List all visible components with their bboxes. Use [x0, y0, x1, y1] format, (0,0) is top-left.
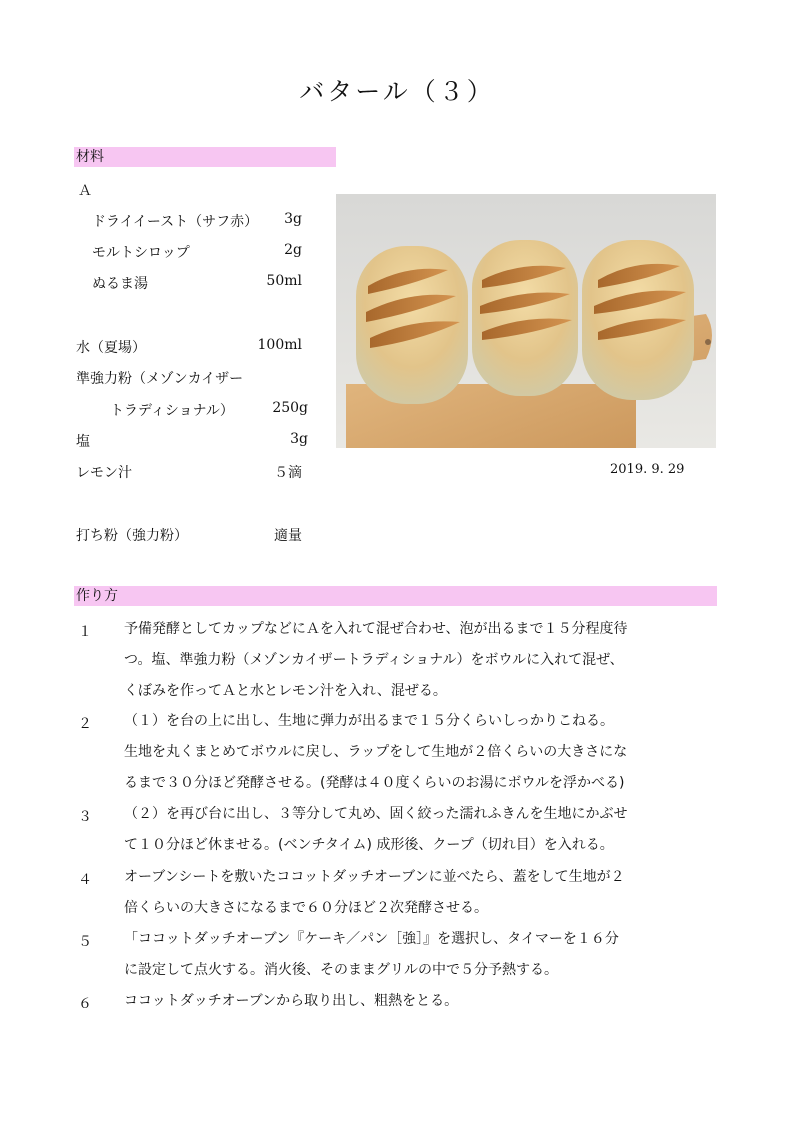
- step-text: 予備発酵としてカップなどにＡを入れて混ぜ合わせ、泡が出るまで１５分程度待 つ。塩、準強力粉（メゾンカイザートラディショナル）をボウルに入れて混ぜ、 くぼみを作ってＡと水とレモン汁を入れ、混ぜる。: [124, 621, 628, 699]
- material-amount: 3g: [290, 431, 308, 447]
- step-text: ココットダッチオーブンから取り出し、粗熱をとる。: [124, 993, 459, 1009]
- bread-photo: [336, 194, 716, 448]
- material-name: ぬるま湯: [92, 276, 148, 292]
- material-name: 打ち粉（強力粉）: [76, 528, 188, 544]
- photo-date: 2019. 9. 29: [610, 462, 685, 477]
- material-name: レモン汁: [76, 465, 132, 481]
- step-number: ３: [78, 809, 92, 825]
- step-number: ５: [78, 934, 92, 950]
- material-amount: 3g: [284, 211, 302, 227]
- step-text: （１）を台の上に出し、生地に弾力が出るまで１５分くらいしっかりこねる。 生地を丸くまとめてボウルに戻し、ラップをして生地が２倍くらいの大きさにな るまで３０分ほど発酵させる。(発酵は４０度くらいのお湯にボウルを浮かべる): [124, 713, 628, 791]
- step-number: ６: [78, 996, 92, 1012]
- material-amount: 100ml: [257, 337, 302, 353]
- material-amount: 250g: [272, 400, 308, 416]
- method-heading: 作り方: [74, 586, 717, 606]
- step-text: オーブンシートを敷いたココットダッチオーブンに並べたら、蓋をして生地が２ 倍くらいの大きさになるまで６０分ほど２次発酵させる。: [124, 869, 625, 916]
- material-name: トラディショナル）: [110, 403, 234, 419]
- step-number: ２: [78, 716, 92, 732]
- page-title: バタール（３）: [299, 77, 495, 106]
- material-amount: ５滴: [274, 465, 302, 481]
- material-name: 塩: [76, 434, 90, 450]
- material-amount: 2g: [284, 242, 302, 258]
- step-number: １: [78, 624, 92, 640]
- group-a-label: Ａ: [78, 183, 92, 199]
- materials-heading: 材料: [74, 147, 336, 167]
- material-name: 水（夏場）: [76, 340, 146, 356]
- step-text: （２）を再び台に出し、３等分して丸め、固く絞った濡れふきんを生地にかぶせ て１０分ほど休ませる。(ベンチタイム) 成形後、クープ（切れ目）を入れる。: [124, 806, 628, 853]
- step-text: 「ココットダッチオーブン『ケーキ／パン［強］』を選択し、タイマーを１６分 に設定して点火する。消火後、そのままグリルの中で５分予熱する。: [124, 931, 619, 978]
- material-amount: 50ml: [266, 273, 302, 289]
- material-name: 準強力粉（メゾンカイザー: [76, 371, 244, 387]
- material-name: モルトシロップ: [92, 245, 190, 261]
- step-number: ４: [78, 872, 92, 888]
- material-amount: 適量: [274, 528, 302, 544]
- material-name: ドライイースト（サフ赤）: [92, 214, 259, 230]
